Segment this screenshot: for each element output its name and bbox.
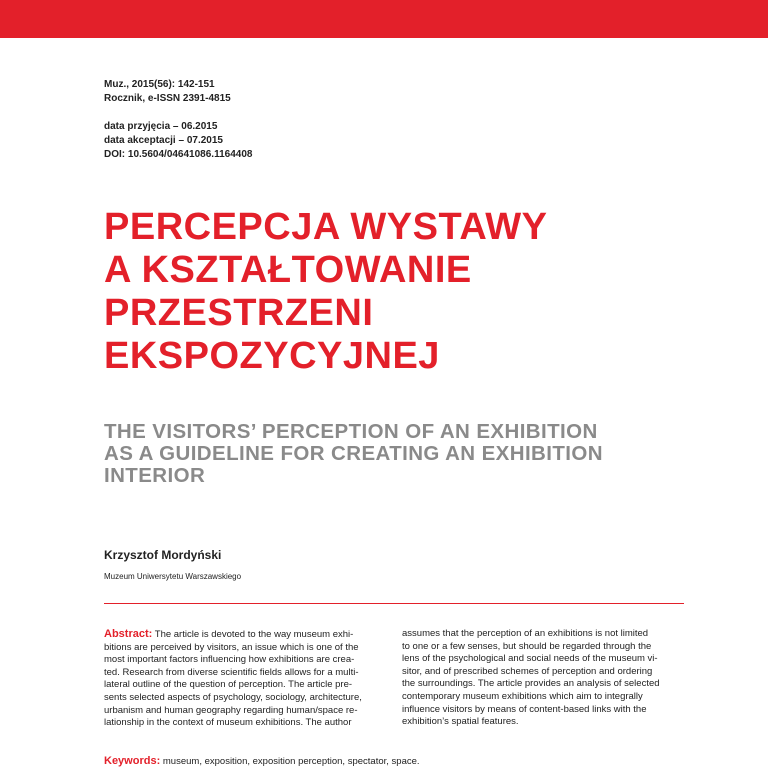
abstract-heading: Abstract: — [104, 628, 153, 640]
abstract-line: lateral outline of the question of perception. The article pre- — [104, 679, 353, 691]
abstract-column-left — [104, 628, 390, 730]
title-polish — [104, 206, 704, 378]
title-polish-line: A KSZTAŁTOWANIE — [104, 249, 472, 291]
title-english-line: THE VISITORS’ PERCEPTION OF AN EXHIBITION — [104, 420, 598, 443]
author-name: Krzysztof Mordyński — [104, 548, 222, 562]
abstract-line: lens of the psychological and social needs of the museum vi- — [402, 653, 658, 665]
article-dates — [104, 120, 252, 162]
title-english — [104, 421, 704, 487]
abstract-line: most important factors influencing how exhibitions are crea- — [104, 654, 355, 666]
title-english-line: AS A GUIDELINE FOR CREATING AN EXHIBITION — [104, 442, 603, 465]
abstract-line: to one or a few senses, but should be regarded through the — [402, 640, 652, 652]
section-divider — [104, 603, 684, 604]
abstract-text: The article is devoted to the way museum exhi- — [152, 629, 354, 640]
abstract-line: sitor, and of prescribed schemes of perception and ordering — [402, 665, 653, 677]
abstract-line: urbanism and human geography regarding human/space re- — [104, 704, 358, 716]
title-english-line: INTERIOR — [104, 464, 206, 487]
title-polish-line: EKSPOZYCYJNEJ — [104, 335, 440, 377]
header-accent-bar — [0, 0, 768, 38]
doi[interactable]: DOI: 10.5604/04641086.1164408 — [104, 149, 253, 160]
abstract-column-right — [402, 628, 686, 729]
title-polish-line: PERCEPCJA WYSTAWY — [104, 206, 548, 248]
abstract-line: the surroundings. The article provides an analysis of selected — [402, 678, 660, 690]
abstract-line: exhibition’s spatial features. — [402, 716, 519, 728]
abstract-line: ted. Research from diverse scientific fields allows for a multi- — [104, 666, 359, 678]
keywords-text: museum, exposition, exposition perception, spectator, space. — [160, 756, 420, 767]
abstract-line — [104, 628, 390, 642]
accepted-date: data akceptacji – 07.2015 — [104, 135, 223, 146]
abstract-line: lationship in the context of museum exhibitions. The author — [104, 717, 352, 729]
abstract-line: bitions are perceived by visitors, an issue which is one of the — [104, 641, 359, 653]
author-affiliation: Muzeum Uniwersytetu Warszawskiego — [104, 572, 242, 581]
abstract-line: sents selected aspects of psychology, sociology, architecture, — [104, 691, 362, 703]
journal-line: Muz., 2015(56): 142-151 — [104, 79, 215, 90]
keywords — [104, 754, 420, 769]
keywords-heading: Keywords: — [104, 755, 161, 767]
title-polish-line: PRZESTRZENI — [104, 292, 374, 334]
abstract-line: assumes that the perception of an exhibitions is not limited — [402, 628, 649, 639]
abstract-line: contemporary museum exhibitions which aim to integrally — [402, 690, 643, 702]
journal-citation — [104, 78, 231, 106]
received-date: data przyjęcia – 06.2015 — [104, 121, 218, 132]
abstract-line: influence visitors by means of content-based links with the — [402, 703, 647, 715]
issn-line: Rocznik, e-ISSN 2391-4815 — [104, 93, 231, 104]
